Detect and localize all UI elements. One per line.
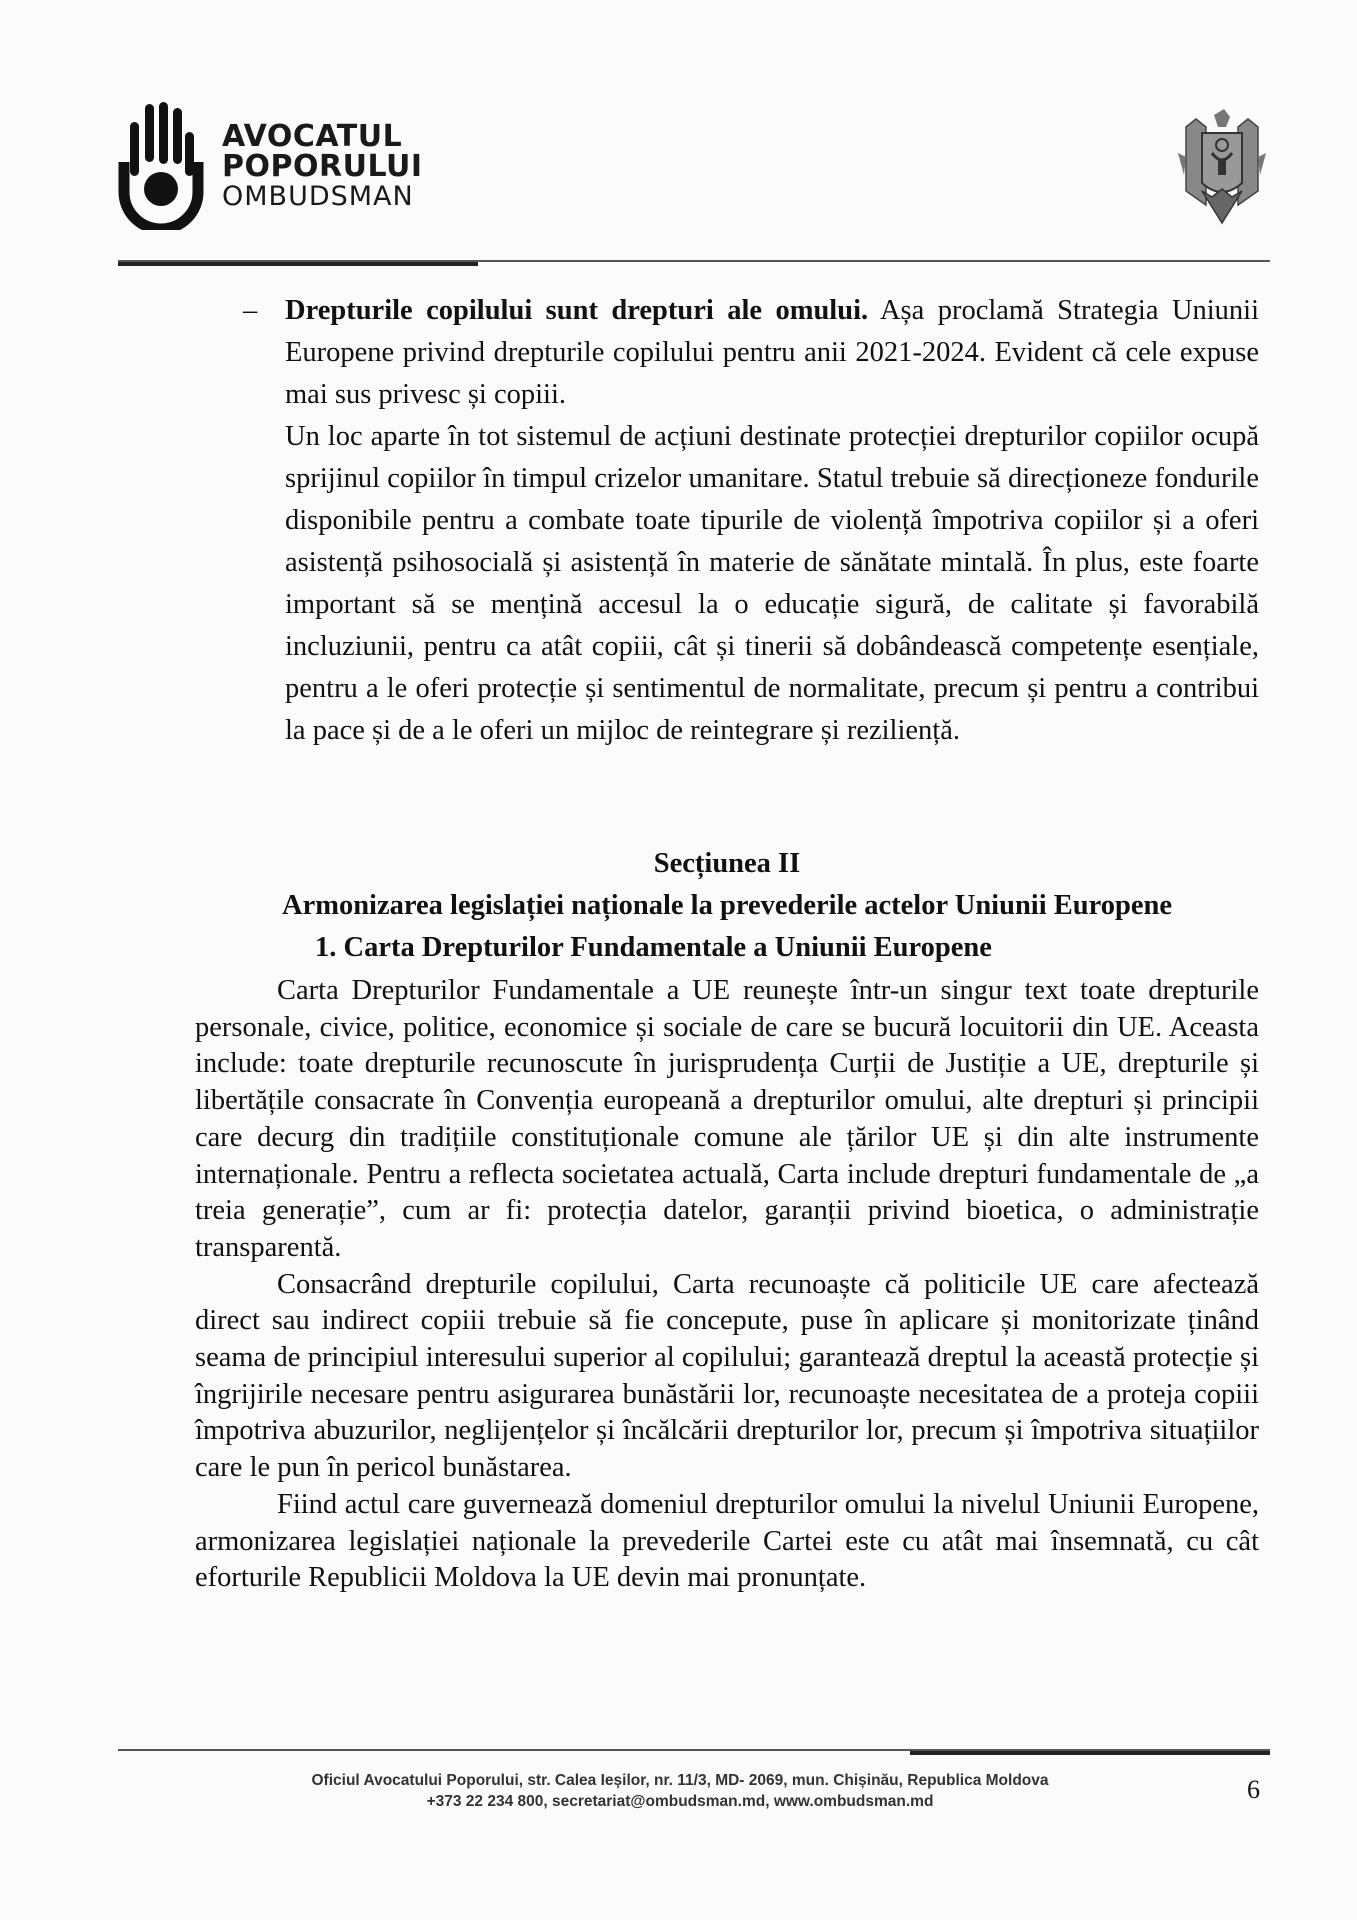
footer-divider-accent (910, 1751, 1270, 1755)
body-paragraph-3: Fiind actul care guvernează domeniul drepturilor omului la nivelul Uniunii Europene, armonizarea legislației naționale la prevederile Cartei este cu atât mai însemnată, cu cât eforturile Republicii Moldova la UE devin mai pronunțate. (195, 1488, 1259, 1594)
body-paragraph-1: Carta Drepturilor Fundamentale a UE reunește într-un singur text toate drepturile personale, civice, politice, economice și sociale de care se bucură locuitorii din UE. Aceasta include: toate drepturile recunoscute în jurisprudența Curții de Justiție a UE, drepturile și libertățile consacrate în Convenția europeană a drepturilor omului, alte drepturi și principii care decurg din tradițiile constituționale comune ale țărilor UE și din alte instrumente internaționale. Pentru a reflecta societatea actuală, Carta include drepturi fundamentale de „a treia generație”, cum ar fi: protecția datelor, garanții privind bioetica, o administrație transparentă. (195, 975, 1259, 1263)
section-label: Secțiunea II (653, 848, 801, 879)
logo-line-ombudsman: OMBUDSMAN (222, 181, 414, 212)
bullet-paragraph-2: Un loc aparte în tot sistemul de acțiuni destinate protecției drepturilor copiilor ocupă sprijinul copiilor în timpul crizelor umanitare. Statul trebuie să direcționeze fondurile disponibile pentru a combate toate tipurile de violență împotriva copiilor și a oferi asistență psihosocială și asistență în materie de sănătate mintală. În plus, este foarte important să se mențină accesul la o educație sigură, de calitate și favorabilă incluziunii, pentru ca atât copiii, cât și tinerii să dobândească competențe esențiale, pentru a le oferi protecție și sentimentul de normalitate, precum și pentru a contribui la pace și de a le oferi un mijloc de reintegrare și reziliență. (285, 421, 1259, 746)
logo-line-poporului: POPORULUI (222, 149, 423, 184)
bullet-bold-lead: Drepturile copilului sunt drepturi ale omului. (285, 295, 869, 326)
section-title: Armonizarea legislației naționale la prevederile actelor Uniunii Europene (281, 890, 1172, 921)
section-heading-group (195, 843, 1259, 969)
section-body (195, 973, 1259, 1597)
page-number: 6 (1247, 1775, 1260, 1804)
body-paragraph-2: Consacrând drepturile copilului, Carta recunoaște că politicile UE care afectează direct sau indirect copiii trebuie să fie concepute, puse în aplicare și monitorizate ținând seama de principiul interesului superior al copilului; garantează dreptul la această protecție și îngrijirile necesare pentru asigurarea bunăstării lor, recunoaște necesitatea de a proteja copiii împotriva abuzurilor, neglijențelor și încălcării drepturilor lor, precum și împotriva situațiilor care le pun în pericol bunăstarea. (195, 1268, 1259, 1484)
footer-address-line-1: Oficiul Avocatului Poporului, str. Calea Ieșilor, nr. 11/3, MD- 2069, mun. Chișinău, Republica Moldova (311, 1772, 1049, 1789)
bullet-item (285, 290, 1259, 752)
footer-address (200, 1770, 1160, 1812)
subsection-title: 1. Carta Drepturilor Fundamentale a Uniunii Europene (315, 932, 992, 963)
logo-line-avocatul: AVOCATUL (222, 119, 403, 154)
bullet-text: Așa proclamă Strategia Uniunii Europene privind drepturile copilului pentru anii 2021-2024. Evident că cele expuse mai sus privesc și copiii. (285, 295, 1259, 410)
raised-hand-icon (118, 102, 204, 230)
footer-contact-line: +373 22 234 800, secretariat@ombudsman.md, www.ombudsman.md (426, 1793, 934, 1810)
bullet-paragraph-1 (285, 290, 1259, 416)
header-divider-accent (118, 262, 478, 266)
bullet-dash: – (243, 295, 258, 326)
ombudsman-logo (118, 102, 438, 232)
moldova-coat-of-arms-icon (1172, 105, 1272, 235)
